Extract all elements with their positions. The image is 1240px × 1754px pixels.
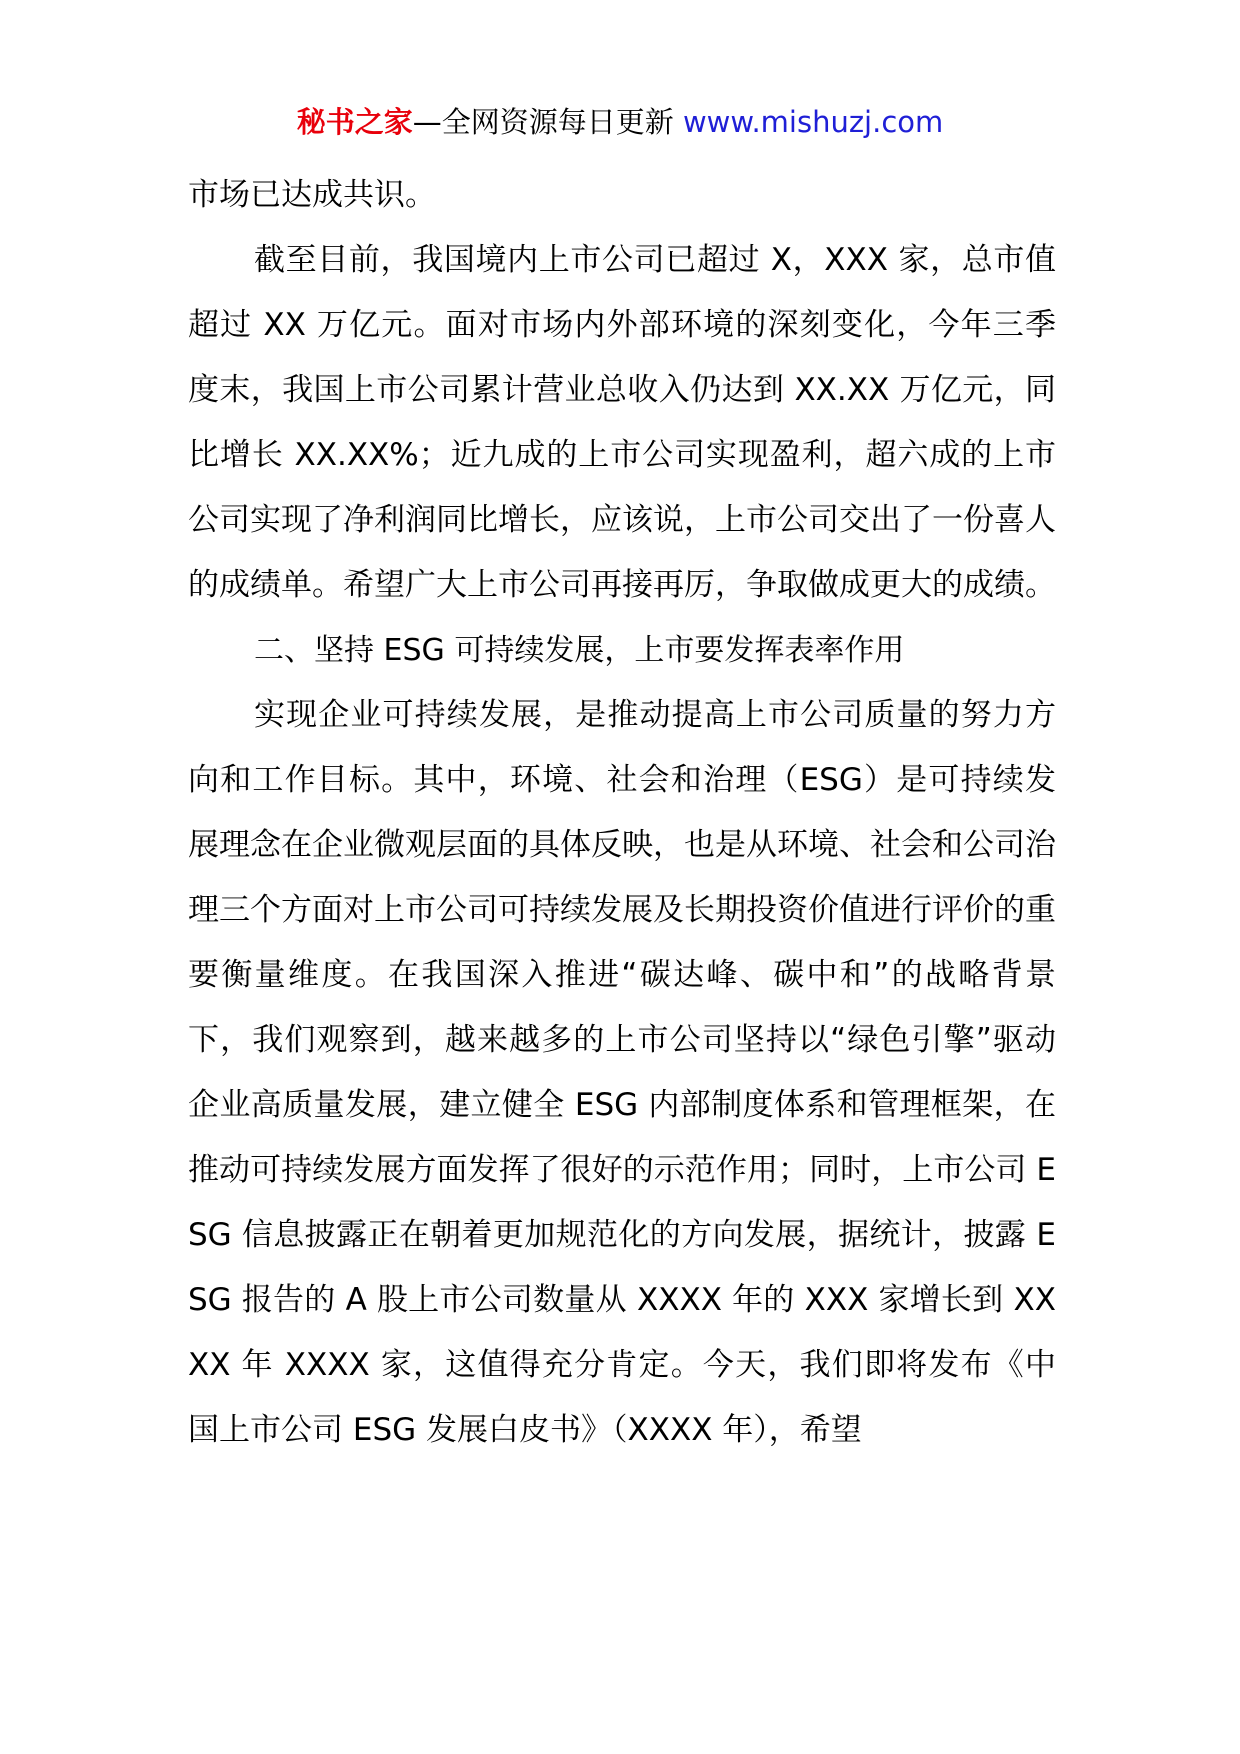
document-body — [188, 163, 1056, 1463]
site-header — [0, 100, 1240, 144]
paragraph-esg-development: 实现企业可持续发展，是推动提高上市公司质量的努力方向和工作目标。其中，环境、社会和治理（ESG）是可持续发展理念在企业微观层面的具体反映，也是从环境、社会和公司治理三个方面对上市公司可持续发展及长期投资价值进行评价的重要衡量维度。在我国深入推进“碳达峰、碳中和”的战略背景下，我们观察到，越来越多的上市公司坚持以“绿色引擎”驱动企业高质量发展，建立健全 ESG 内部制度体系和管理框架，在推动可持续发展方面发挥了很好的示范作用；同时，上市公司 ESG 信息披露正在朝着更加规范化的方向发展，据统计，披露 ESG 报告的 A 股上市公司数量从 XXXX 年的 XXX 家增长到 XXXX 年 XXXX 家，这值得充分肯定。今天，我们即将发布《中国上市公司 ESG 发展白皮书》（XXXX 年），希望 — [188, 697, 1056, 1448]
site-slogan: —全网资源每日更新 — [412, 105, 683, 139]
paragraph-continuation: 市场已达成共识。 — [188, 177, 436, 213]
section-heading-esg: 二、坚持 ESG 可持续发展，上市要发挥表率作用 — [254, 633, 905, 668]
site-brand: 秘书之家 — [296, 105, 413, 139]
paragraph-listed-companies-stats: 截至目前，我国境内上市公司已超过 X，XXX 家，总市值超过 XX 万亿元。面对市场内外部环境的深刻变化，今年三季度末，我国上市公司累计营业总收入仍达到 XX.XX 万亿元，同比增长 XX.XX%；近九成的上市公司实现盈利，超六成的上市公司实现了净利润同比增长，应该说，上市公司交出了一份喜人的成绩单。希望广大上市公司再接再厉，争取做成更大的成绩。 — [188, 242, 1056, 603]
site-url-link[interactable]: www.mishuzj.com — [682, 105, 944, 139]
